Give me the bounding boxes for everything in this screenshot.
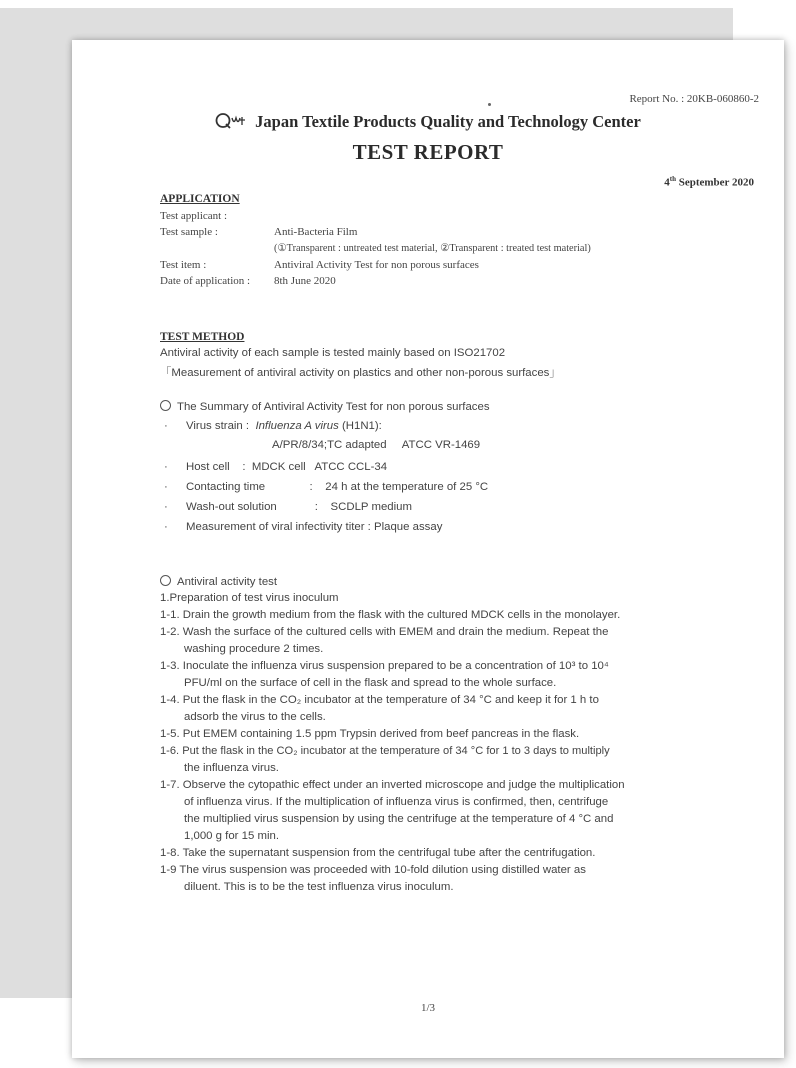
organization-header — [72, 112, 784, 135]
method-bullet: · Contacting time : 24 h at the temperature of 25 °C — [160, 481, 488, 493]
procedure-line: diluent. This is to be the test influenza virus inoculum. — [184, 881, 454, 893]
application-row: Test applicant : — [160, 210, 228, 222]
bullet-icon: · — [164, 501, 168, 513]
page-number: 1/3 — [420, 1002, 436, 1014]
procedure-line: 1-9 The virus suspension was proceeded with 10-fold dilution using distilled water as — [160, 864, 586, 876]
report-date: 4th September 2020 — [664, 175, 754, 189]
application-row: Test sample : Anti-Bacteria Film — [160, 226, 358, 238]
procedure-line: washing procedure 2 times. — [184, 643, 324, 655]
procedure-line: 1-7. Observe the cytopathic effect under an inverted microscope and judge the multiplication — [160, 779, 625, 791]
procedure-line: 1-1. Drain the growth medium from the flask with the cultured MDCK cells in the monolayer. — [160, 609, 621, 621]
method-bullet: · Measurement of viral infectivity titer : Plaque assay — [160, 521, 442, 533]
procedure-line: of influenza virus. If the multiplication of influenza virus is confirmed, then, centrifuge — [184, 796, 609, 808]
bullet-icon: · — [164, 521, 168, 533]
procedure-line: 1-4. Put the flask in the CO₂ incubator at the temperature of 34 °C and keep it for 1 h to — [160, 694, 599, 706]
application-heading: APPLICATION — [160, 193, 240, 205]
procedure-line: the multiplied virus suspension by using the centrifuge at the temperature of 4 °C and — [184, 813, 614, 825]
test-method-heading: TEST METHOD — [160, 331, 245, 343]
procedure-line: 1-2. Wash the surface of the cultured cells with EMEM and drain the medium. Repeat the — [160, 626, 609, 638]
report-title: TEST REPORT — [352, 140, 504, 164]
activity-subtitle: 1.Preparation of test virus inoculum — [160, 592, 339, 604]
circle-bullet-icon — [160, 575, 171, 586]
procedure-line: adsorb the virus to the cells. — [184, 711, 326, 723]
summary-title: The Summary of Antiviral Activity Test for non porous surfaces — [160, 400, 490, 413]
virus-strain-row: · Virus strain : Influenza A virus (H1N1): — [160, 420, 382, 432]
virus-strain-detail: A/PR/8/34;TC adapted ATCC VR-1469 — [272, 439, 481, 451]
circle-bullet-icon — [160, 400, 171, 411]
procedure-line: 1-6. Put the flask in the CO₂ incubator at the temperature of 34 °C for 1 to 3 days to multiply — [160, 745, 610, 757]
method-bullet: · Host cell : MDCK cell ATCC CCL-34 — [160, 461, 387, 473]
bullet-icon: · — [164, 420, 168, 432]
organization-name: Japan Textile Products Quality and Technology Center — [255, 112, 641, 131]
procedure-line: 1-5. Put EMEM containing 1.5 ppm Trypsin derived from beef pancreas in the flask. — [160, 728, 580, 740]
method-intro-line: 「Measurement of antiviral activity on plastics and other non-porous surfaces」 — [160, 367, 561, 379]
procedure-line: 1-8. Take the supernatant suspension from the centrifugal tube after the centrifugation. — [160, 847, 596, 859]
procedure-line: PFU/ml on the surface of cell in the flask and spread to the whole surface. — [184, 677, 557, 689]
report-page — [72, 40, 784, 1058]
procedure-line: 1-3. Inoculate the influenza virus suspension prepared to be a concentration of 10³ to 10⁴ — [160, 660, 609, 672]
method-bullet: · Wash-out solution : SCDLP medium — [160, 501, 412, 513]
procedure-line: 1,000 g for 15 min. — [184, 830, 279, 842]
bullet-icon: · — [164, 461, 168, 473]
report-number: Report No. : 20KB-060860-2 — [629, 93, 759, 105]
application-row: (①Transparent : untreated test material, ②Transparent : treated test material) — [274, 243, 591, 254]
activity-title: Antiviral activity test — [160, 575, 277, 588]
procedure-line: the influenza virus. — [184, 762, 279, 774]
bullet-icon: · — [164, 481, 168, 493]
method-intro-line: Antiviral activity of each sample is tested mainly based on ISO21702 — [160, 347, 506, 359]
print-speck — [488, 103, 491, 106]
application-row: Date of application : 8th June 2020 — [160, 275, 336, 287]
jtqc-logo-icon — [215, 112, 247, 135]
application-row: Test item : Antiviral Activity Test for non porous surfaces — [160, 259, 479, 271]
